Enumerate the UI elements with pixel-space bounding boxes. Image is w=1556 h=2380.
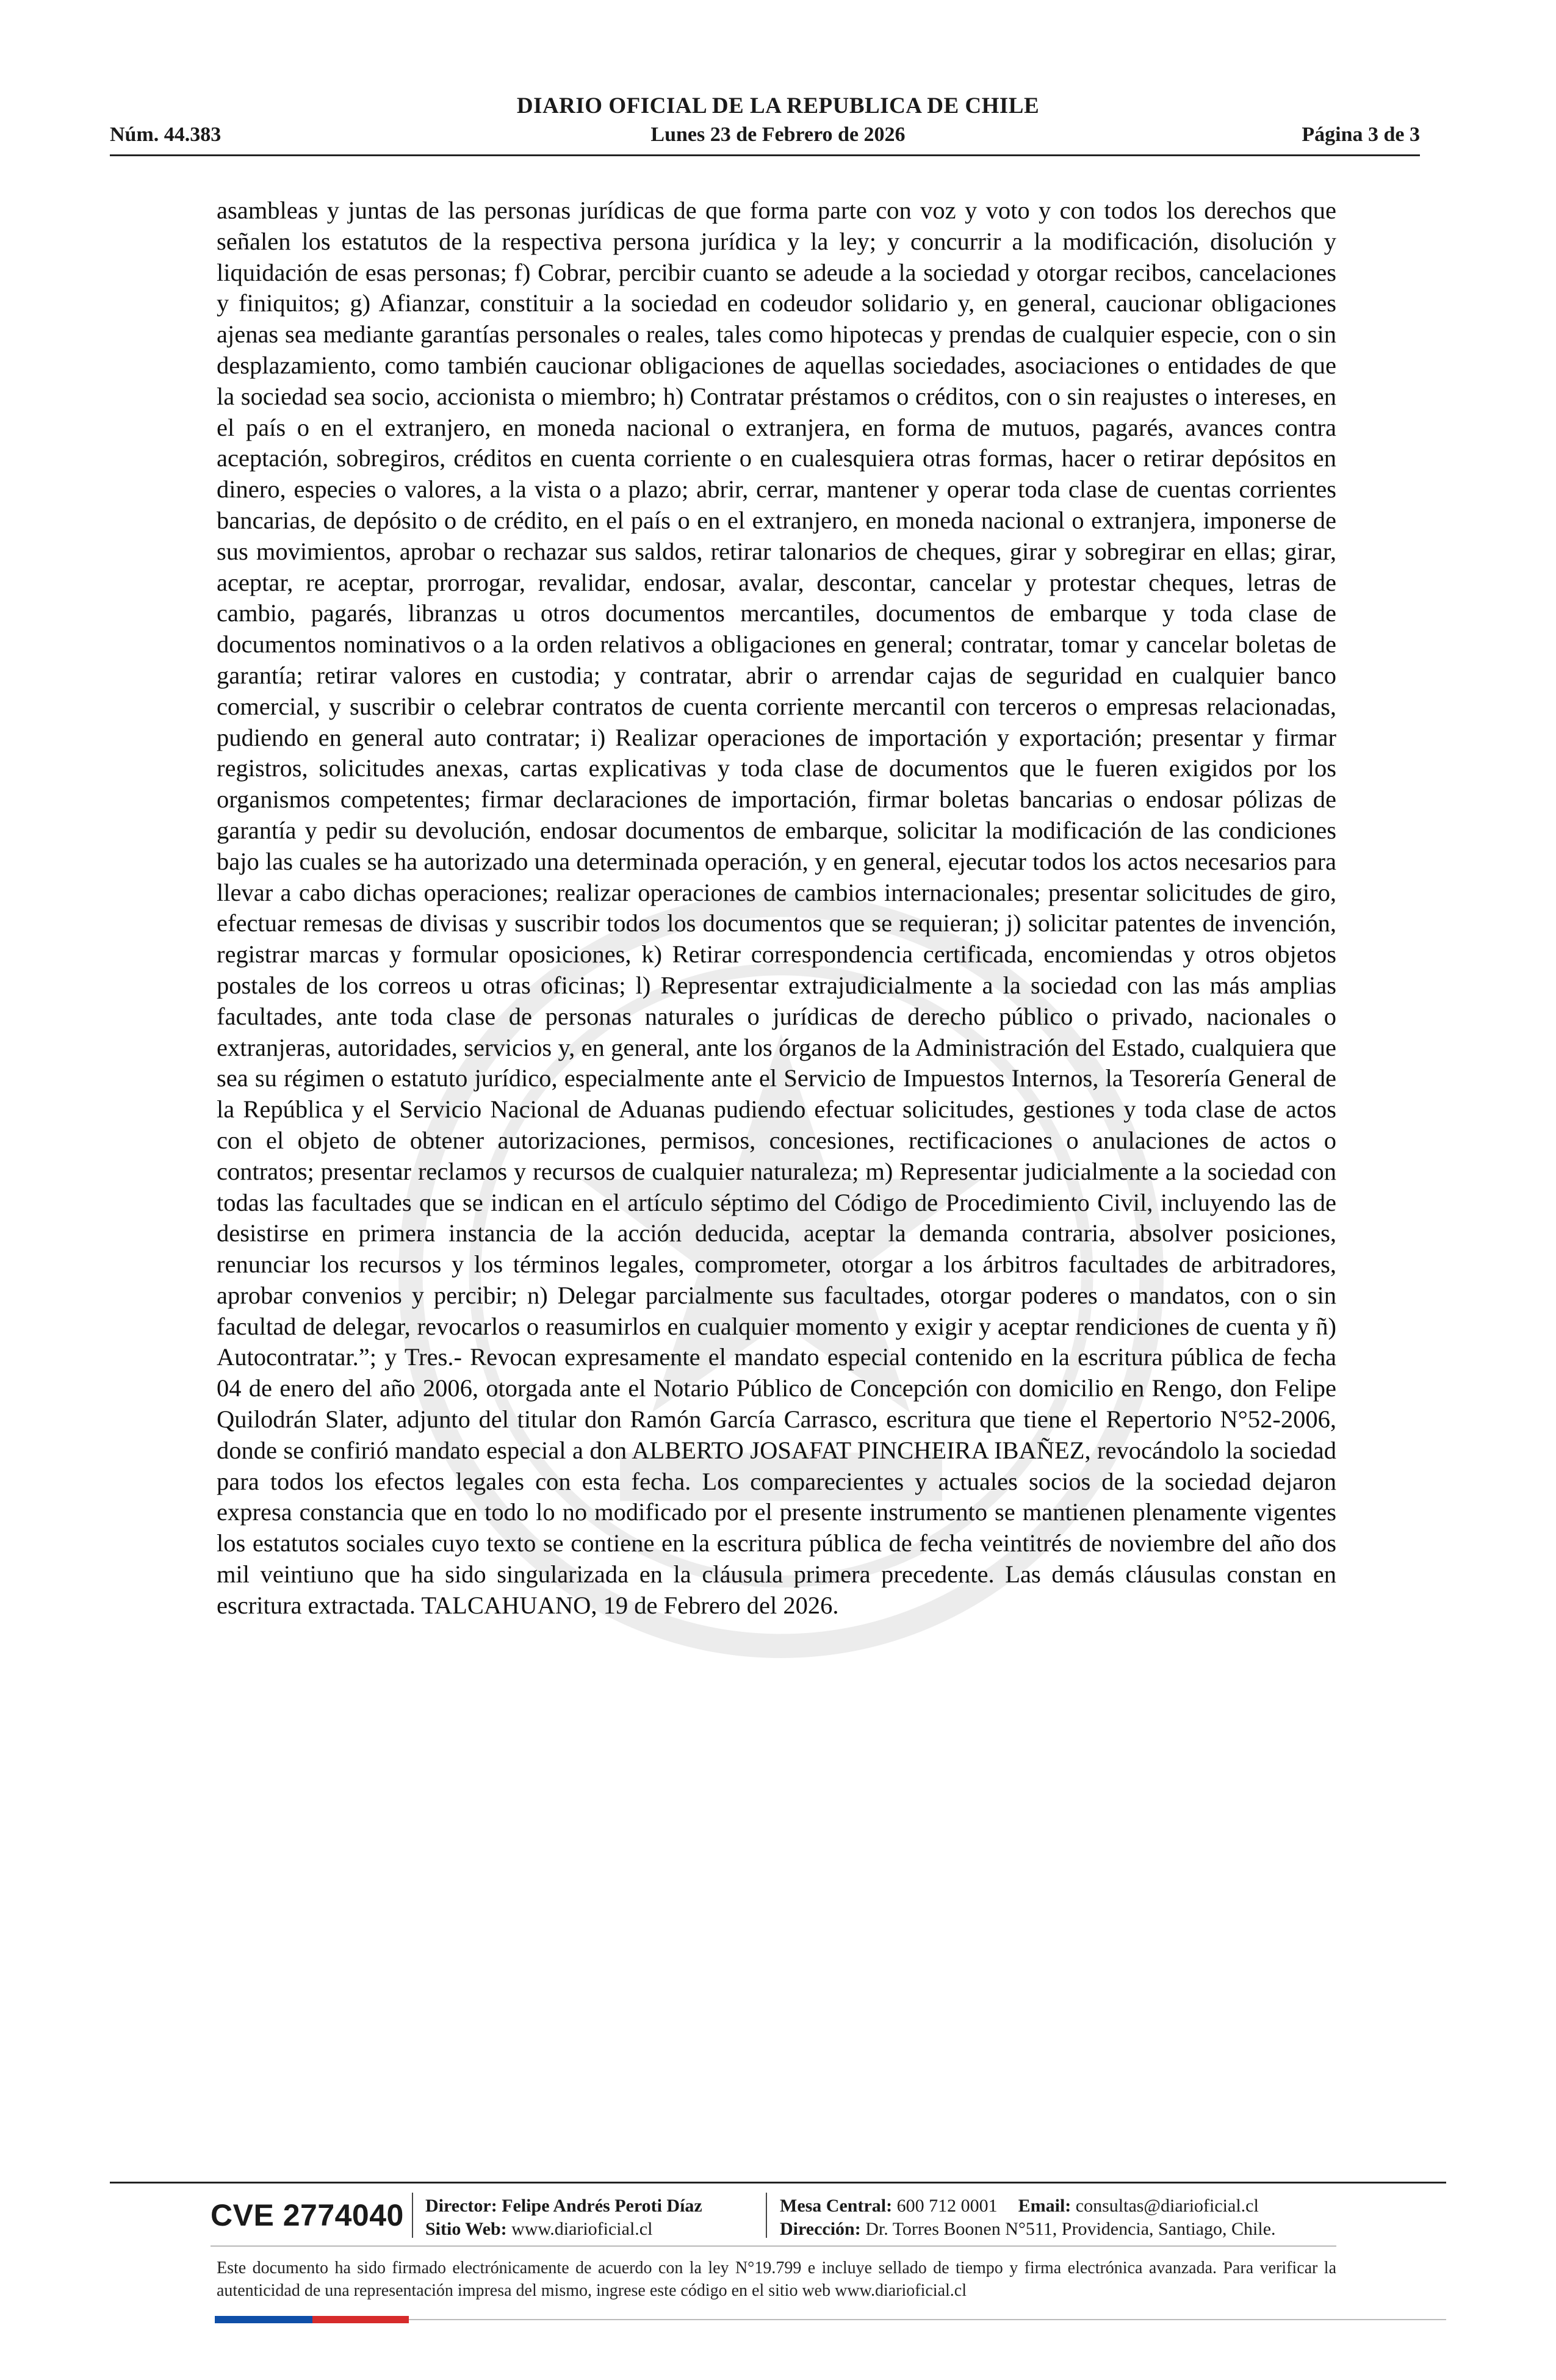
issue-date: Lunes 23 de Febrero de 2026 [650, 123, 906, 146]
flag-stripe [215, 2316, 409, 2323]
flag-stripe-blue [215, 2316, 312, 2323]
footer-divider [110, 2182, 1446, 2183]
address-value: Dr. Torres Boonen N°511, Providencia, Santiago, Chile. [865, 2219, 1276, 2239]
director-label: Director: Felipe Andrés Peroti Díaz [425, 2196, 702, 2216]
email-label: Email: [1018, 2196, 1072, 2216]
flag-stripe-red [312, 2316, 409, 2323]
phone-label: Mesa Central: [780, 2196, 893, 2216]
document-body: asambleas y juntas de las personas jurídicas de que forma parte con voz y voto y con todos los derechos que señalen los estatutos de la respectiva persona jurídica y la ley; y concurrir a la modificación, disolución y liquidación de esas personas; f) Cobrar, percibir cuanto se adeude a la sociedad y otorgar recibos, cancelaciones y finiquitos; g) Afianzar, constituir a la sociedad en codeudor solidario y, en general, caucionar obligaciones ajenas sea mediante garantías personales o reales, tales como hipotecas y prendas de cualquier especie, con o sin desplazamiento, como también caucionar obligaciones de aquellas sociedades, asociaciones o entidades de que la sociedad sea socio, accionista o miembro; h) Contratar préstamos o créditos, con o sin reajustes o intereses, en el país o en el extranjero, en moneda nacional o extranjera, en forma de mutuos, pagarés, avances contra aceptación, sobregiros, créditos en cuenta corriente o en cualesquiera otras formas, hacer o retirar depósitos en dinero, especies o valores, a la vista o a plazo; abrir, cerrar, mantener y operar toda clase de cuentas corrientes bancarias, de depósito o de crédito, en el país o en el extranjero, en moneda nacional o extranjera, imponerse de sus movimientos, aprobar o rechazar sus saldos, retirar talonarios de cheques, girar y sobregirar en ellas; girar, aceptar, re aceptar, prorrogar, revalidar, endosar, avalar, descontar, cancelar y protestar cheques, letras de cambio, pagarés, libranzas u otros documentos mercantiles, documentos de embarque y toda clase de documentos nominativos o a la orden relativos a obligaciones en general; contratar, tomar y cancelar boletas de garantía; retirar valores en custodia; y contratar, abrir o arrendar cajas de seguridad en cualquier banco comercial, y suscribir o celebrar contratos de cuenta corriente mercantil con terceros o empresas relacionadas, pudiendo en general auto contratar; i) Realizar operaciones de importación y exportación; presentar y firmar registros, solicitudes anexas, cartas explicativas y toda clase de documentos que le fueren exigidos por los organismos competentes; firmar declaraciones de importación, firmar boletas bancarias o endosar pólizas de garantía y pedir su devolución, endosar documentos de embarque, solicitar la modificación de las condiciones bajo las cuales se ha autorizado una determinada operación, y en general, ejecutar todos los actos necesarios para llevar a cabo dichas operaciones; realizar operaciones de cambios internacionales; presentar solicitudes de giro, efectuar remesas de divisas y suscribir todos los documentos que se requieran; j) solicitar patentes de invención, registrar marcas y formular oposiciones, k) Retirar correspondencia certificada, encomiendas y otros objetos postales de los correos u otras oficinas; l) Representar extrajudicialmente a la sociedad con las más amplias facultades, ante toda clase de personas naturales o jurídicas de derecho público o privado, nacionales o extranjeras, autoridades, servicios y, en general, ante los órganos de la Administración del Estado, cualquiera que sea su régimen o estatuto jurídico, especialmente ante el Servicio de Impuestos Internos, la Tesorería General de la República y el Servicio Nacional de Aduanas pudiendo efectuar solicitudes, gestiones y toda clase de actos con el objeto de obtener autorizaciones, permisos, concesiones, rectificaciones o anulaciones de actos o contratos; presentar reclamos y recursos de cualquier naturaleza; m) Representar judicialmente a la sociedad con todas las facultades que se indican en el artículo séptimo del Código de Procedimiento Civil, incluyendo las de desistirse en primera instancia de la acción deducida, aceptar la demanda contraria, absolver posiciones, renunciar los recursos y los términos legales, comprometer, otorgar a los árbitros facultades de arbitradores, aprobar convenios y percibir; n) Delegar parcialmente sus facultades, otorgar poderes o mandatos, con o sin facultad de delegar, revocarlos o reasumirlos en cualquier momento y exigir y aceptar rendiciones de cuenta y ñ) Autocontratar.”; y Tres.- Revocan expresamente el mandato especial contenido en la escritura pública de fecha 04 de enero del año 2006, otorgada ante el Notario Público de Concepción con domicilio en Rengo, don Felipe Quilodrán Slater, adjunto del titular don Ramón García Carrasco, escritura que tiene el Repertorio N°52-2006, donde se confirió mandato especial a don ALBERTO JOSAFAT PINCHEIRA IBAÑEZ, revocándolo la sociedad para todos los efectos legales con esta fecha. Los comparecientes y actuales socios de la sociedad dejaron expresa constancia que en todo lo no modificado por el presente instrumento se mantienen plenamente vigentes los estatutos sociales cuyo texto se contiene en la escritura pública de fecha veintitrés de noviembre del año dos mil veintiuno que ha sido singularizada en la cláusula primera precedente. Las demás cláusulas constan en escritura extractada. TALCAHUANO, 19 de Febrero del 2026. [217, 197, 1336, 1619]
website-label: Sitio Web: [425, 2219, 507, 2239]
website-link[interactable]: www.diarioficial.cl [511, 2219, 653, 2239]
footer-separator [412, 2193, 413, 2238]
header-divider [110, 154, 1420, 156]
issue-number: Núm. 44.383 [110, 123, 222, 146]
footer-contact-block [780, 2194, 1276, 2241]
footer-separator [766, 2193, 767, 2238]
footer-director-block [425, 2194, 702, 2241]
electronic-signature-note: Este documento ha sido firmado electrónicamente de acuerdo con la ley N°19.799 e incluye sellado de tiempo y firma electrónica avanzada. Para verificar la autenticidad de una representación impresa del mismo, ingrese este código en el sitio web www.diarioficial.cl [217, 2259, 1336, 2300]
email-link[interactable]: consultas@diarioficial.cl [1075, 2196, 1259, 2216]
address-label: Dirección: [780, 2219, 861, 2239]
cve-code: CVE 2774040 [211, 2198, 404, 2232]
newspaper-title: DIARIO OFICIAL DE LA REPUBLICA DE CHILE [516, 93, 1040, 118]
page-indicator: Página 3 de 3 [1302, 123, 1420, 146]
flag-stripe-line [409, 2319, 1446, 2320]
phone-value: 600 712 0001 [896, 2196, 998, 2216]
